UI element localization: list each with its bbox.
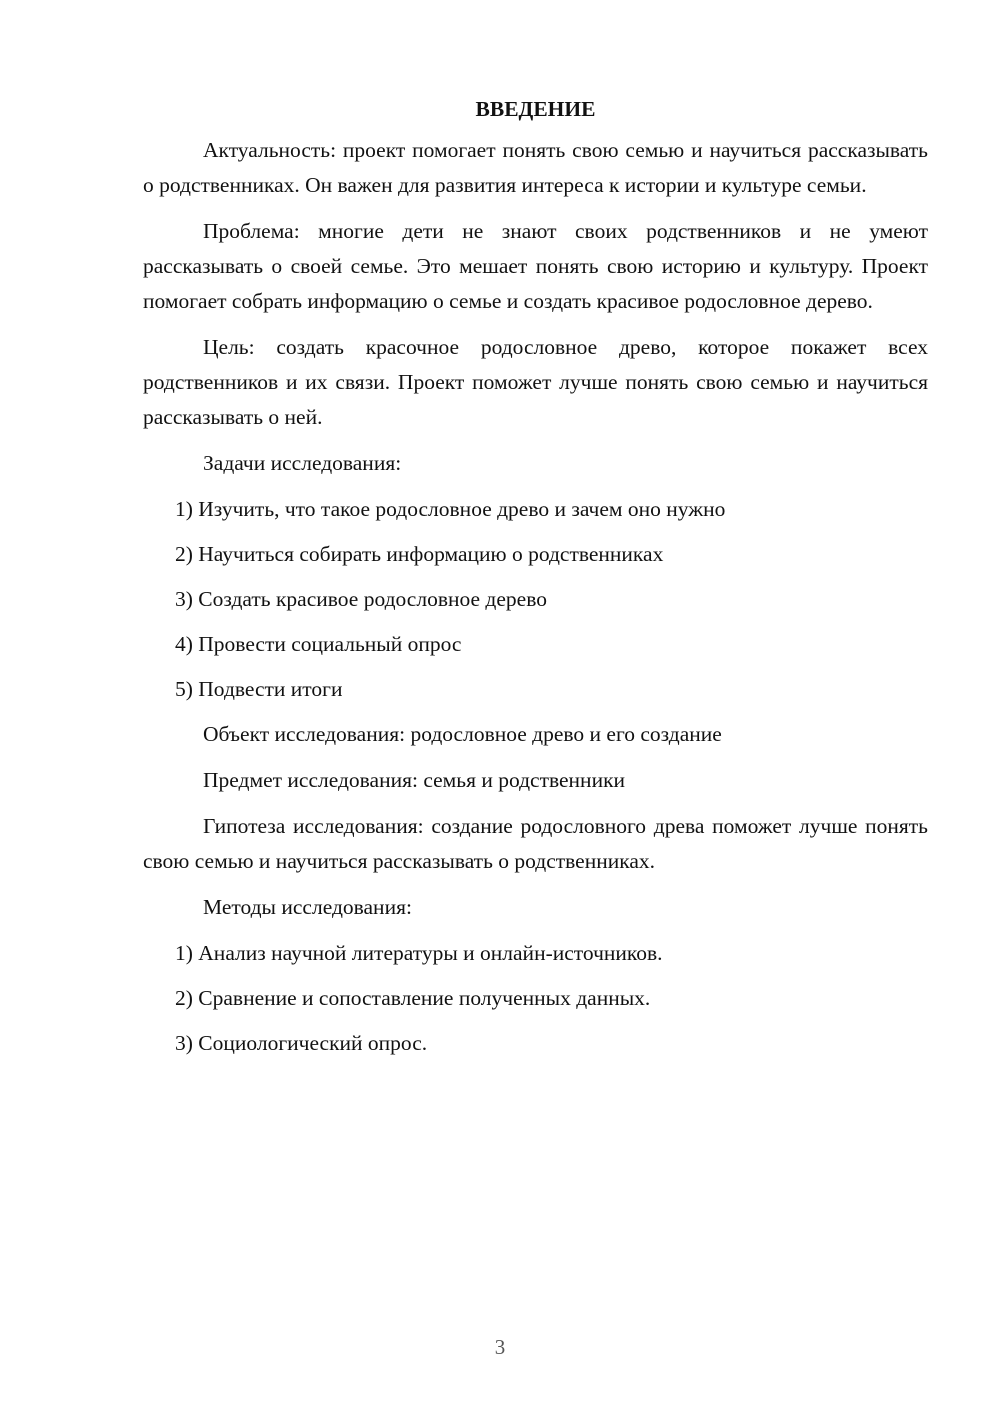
subject-paragraph: Предмет исследования: семья и родственники xyxy=(203,768,626,792)
section-title: ВВЕДЕНИЕ xyxy=(475,97,596,121)
goal-paragraph: Цель: создать красочное родословное древо, которое покажет всех родственников и их связи. Проект поможет лучше понять свою семью и научиться рассказывать о ней. xyxy=(143,335,928,429)
list-item: 3) Создать красивое родословное дерево xyxy=(175,587,547,611)
list-item: 3) Социологический опрос. xyxy=(175,1031,428,1055)
tasks-list xyxy=(143,492,928,707)
list-item: 2) Сравнение и сопоставление полученных данных. xyxy=(175,986,651,1010)
relevance-paragraph: Актуальность: проект помогает понять свою семью и научиться рассказывать о родственниках. Он важен для развития интереса к истории и культуре семьи. xyxy=(143,138,928,197)
methods-list xyxy=(143,936,928,1061)
list-item: 1) Изучить, что такое родословное древо и зачем оно нужно xyxy=(175,497,726,521)
list-item: 4) Провести социальный опрос xyxy=(175,632,462,656)
hypothesis-paragraph: Гипотеза исследования: создание родословного древа поможет лучше понять свою семью и научиться рассказывать о родственниках. xyxy=(143,814,928,873)
methods-heading: Методы исследования: xyxy=(203,895,412,919)
tasks-heading: Задачи исследования: xyxy=(203,451,402,475)
list-item: 2) Научиться собирать информацию о родственниках xyxy=(175,542,664,566)
page-number: 3 xyxy=(494,1335,506,1359)
object-paragraph: Объект исследования: родословное древо и его создание xyxy=(203,722,722,746)
document-page xyxy=(143,92,928,1071)
problem-paragraph: Проблема: многие дети не знают своих родственников и не умеют рассказывать о своей семье. Это мешает понять свою историю и культуру. Проект помогает собрать информацию о семье и создать красивое родословное дерево. xyxy=(143,219,928,313)
list-item: 1) Анализ научной литературы и онлайн-источников. xyxy=(175,941,663,965)
list-item: 5) Подвести итоги xyxy=(175,677,343,701)
